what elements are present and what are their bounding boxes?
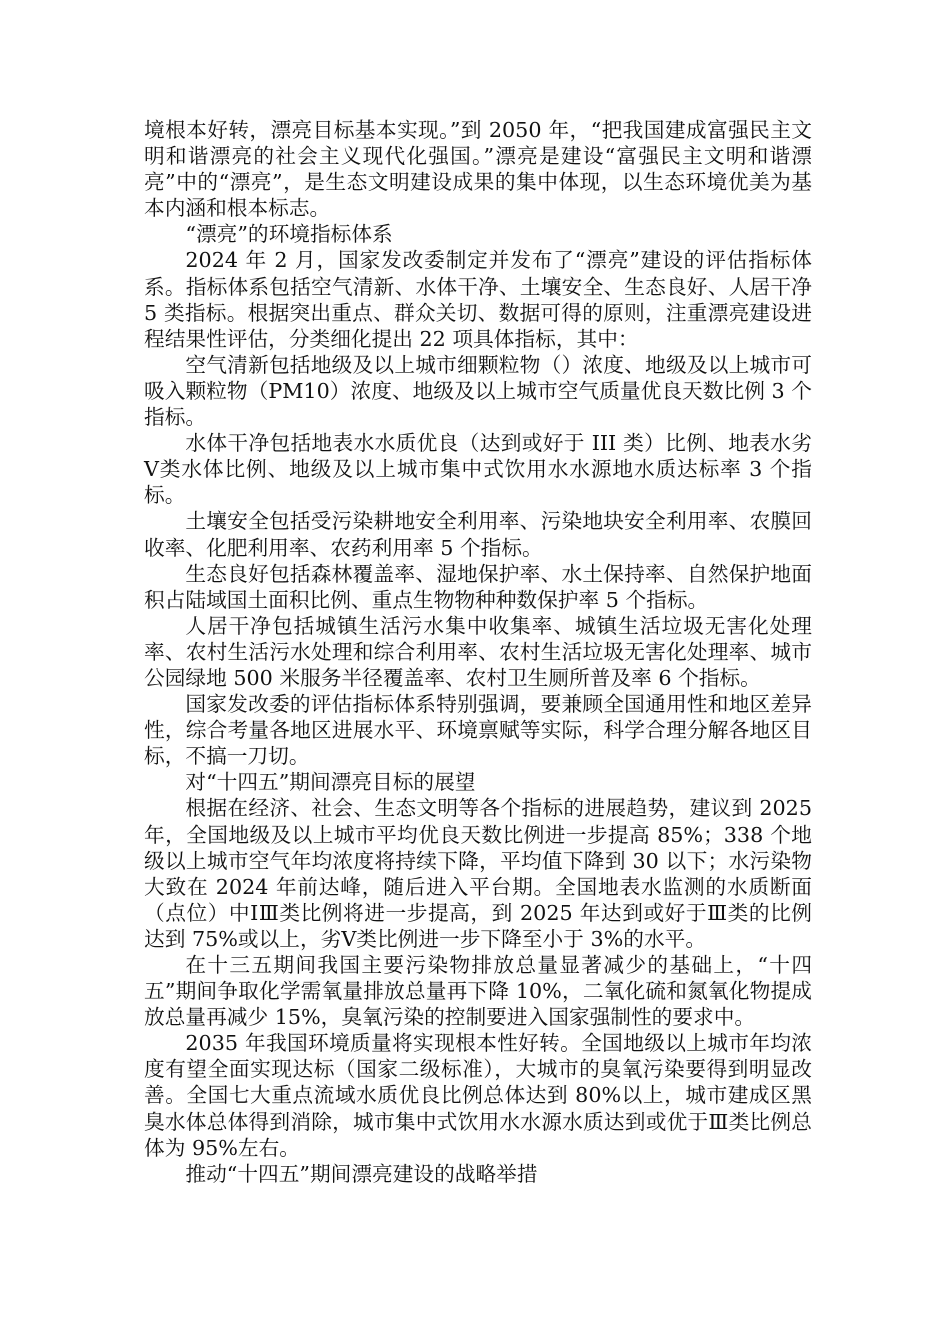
- paragraph-2025-targets: 根据在经济、社会、生态文明等各个指标的进展趋势，建议到 2025 年，全国地级及以上城市平均优良天数比例进一步提高 85%；338 个地级以上城市空气年均浓度将持续下降，平均值下降到 30 以下；水污染物大致在 2024 年前达峰，随后进入平台期。全国地表水监测的水质断面（点位）中ⅠⅢ类比例将进一步提高，到 2025 年达到或好于Ⅲ类的比例达到 75%或以上，劣Ⅴ类比例进一步下降至小于 3%的水平。: [144, 796, 812, 951]
- paragraph-ecology-indicators: 生态良好包括森林覆盖率、湿地保护率、水土保持率、自然保护地面积占陆域国土面积比例、重点生物物种种数保护率 5 个指标。: [144, 561, 812, 612]
- paragraph-water-indicators: 水体干净包括地表水水质优良（达到或好于 III 类）比例、地表水劣Ⅴ类水体比例、地级及以上城市集中式饮用水水源地水质达标率 3 个指标。: [144, 431, 812, 508]
- section-heading-strategy: 推动“十四五”期间漂亮建设的战略举措: [185, 1161, 538, 1186]
- paragraph-2035-targets: 2035 年我国环境质量将实现根本性好转。全国地级以上城市年均浓度有望全面实现达标（国家二级标准），大城市的臭氧污染要得到明显改善。全国七大重点流域水质优良比例总体达到 80%以上，城市建成区黑臭水体总体得到消除，城市集中式饮用水水源水质达到或优于Ⅲ类比例总体为 95%左右。: [144, 1031, 812, 1160]
- paragraph-living-indicators: 人居干净包括城镇生活污水集中收集率、城镇生活垃圾无害化处理率、农村生活污水处理和综合利用率、农村生活垃圾无害化处理率、城市公园绿地 500 米服务半径覆盖率、农村卫生厕所普及率 6 个指标。: [144, 613, 812, 690]
- paragraph-air-indicators: 空气清新包括地级及以上城市细颗粒物（）浓度、地级及以上城市可吸入颗粒物（PM10）浓度、地级及以上城市空气质量优良天数比例 3 个指标。: [144, 352, 812, 430]
- paragraph-regional-note: 国家发改委的评估指标体系特别强调，要兼顾全国通用性和地区差异性，综合考量各地区进展水平、环境禀赋等实际，科学合理分解各地区目标，不搞一刀切。: [144, 692, 812, 769]
- section-heading-indicator-system: “漂亮”的环境指标体系: [185, 222, 393, 247]
- paragraph-intro-continued: 境根本好转，漂亮目标基本实现。”到 2050 年，“把我国建成富强民主文明和谐漂亮的社会主义现代化强国。”漂亮是建设“富强民主文明和谐漂亮”中的“漂亮”，是生态文明建设成果的集中体现，以生态环境优美为基本内涵和根本标志。: [144, 118, 812, 221]
- paragraph-soil-indicators: 土壤安全包括受污染耕地安全利用率、污染地块安全利用率、农膜回收率、化肥利用率、农药利用率 5 个指标。: [144, 509, 812, 560]
- paragraph-emission-targets: 在十三五期间我国主要污染物排放总量显著减少的基础上，“十四五”期间争取化学需氧量排放总量再下降 10%，二氧化硫和氮氧化物提成放总量再减少 15%，臭氧污染的控制要进入国家强制性的要求中。: [144, 953, 813, 1030]
- paragraph-indicator-overview: 2024 年 2 月，国家发改委制定并发布了“漂亮”建设的评估指标体系。指标体系包括空气清新、水体干净、土壤安全、生态良好、人居干净 5 类指标。根据突出重点、群众关切、数据可得的原则，注重漂亮建设进程结果性评估，分类细化提出 22 项具体指标，其中：: [144, 248, 812, 351]
- document-body: [144, 117, 812, 1187]
- section-heading-outlook: 对“十四五”期间漂亮目标的展望: [185, 770, 476, 795]
